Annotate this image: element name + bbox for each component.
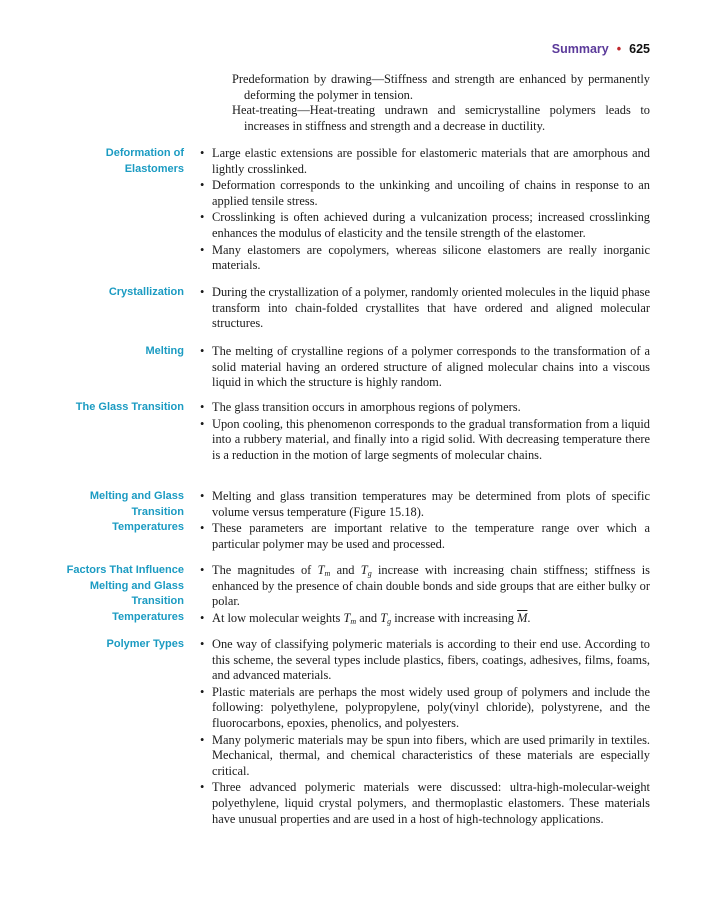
symbol-T: T xyxy=(380,610,388,625)
bullet-item: • Many polymeric materials may be spun into fibers, which are used primarily in textiles. Mechanical, thermal, and chemical characteristics of these materials are especially critical. xyxy=(200,733,650,780)
subscript-m: m xyxy=(324,569,331,578)
section-label: The Glass Transition xyxy=(75,401,184,413)
bullet-item xyxy=(200,611,650,627)
page-number: 625 xyxy=(629,42,650,56)
subscript-m: m xyxy=(350,616,357,626)
predeformation-text: Predeformation by drawing—Stiffness and strength are enhanced by permanently deforming the polymer in tension. xyxy=(232,72,650,102)
text: and xyxy=(330,563,361,577)
heat-treating-text: Heat-treating—Heat-treating undrawn and semicrystalline polymers leads to increases in stiffness and strength and a decrease in ductility. xyxy=(232,103,650,133)
bullet-item: • One way of classifying polymeric materials is according to their end use. According to this scheme, the several types include plastics, fibers, coatings, adhesives, films, foams, and advanced materials. xyxy=(200,637,650,684)
subscript-g: g xyxy=(367,569,372,578)
bullet-item: • The melting of crystalline regions of a polymer corresponds to the transformation of a solid material having an ordered structure of aligned molecular chains into a viscous liquid in which the structure is highly random. xyxy=(200,344,650,391)
section-label: Crystallization xyxy=(108,286,184,298)
bullet-item: • The glass transition occurs in amorphous regions of polymers. xyxy=(200,400,650,416)
section-label: Factors That Influence Melting and Glass Transition Temperatures xyxy=(66,564,184,623)
section-label: Melting and Glass Transition Temperatures xyxy=(89,490,184,534)
bullet-item: • Large elastic extensions are possible for elastomeric materials that are amorphous and lightly crosslinked. xyxy=(200,146,650,177)
symbol-T: T xyxy=(317,563,325,577)
bullet-item: • Melting and glass transition temperatures may be determined from plots of specific volume versus temperature (Figure 15.18). xyxy=(200,489,650,520)
text: . xyxy=(527,610,531,625)
bullet-item: • Upon cooling, this phenomenon corresponds to the gradual transformation from a liquid into a rubbery material, and finally into a rigid solid. With decreasing temperature there is a reduction in the motion of large segments of molecular chains. xyxy=(200,417,650,464)
section-label: Polymer Types xyxy=(106,638,184,650)
text: The magnitudes of xyxy=(212,563,318,577)
text: increase with increasing chain stiffness; stiffness is enhanced by the presence of chain double bonds and side groups that are either bulky or polar. xyxy=(212,563,650,609)
subscript-g: g xyxy=(387,616,392,626)
section-label: Deformation of Elastomers xyxy=(105,147,184,175)
bullet-item: • Many elastomers are copolymers, whereas silicone elastomers are really inorganic materials. xyxy=(200,243,650,274)
bullet-item: • These parameters are important relative to the temperature range over which a particular polymer may be used and processed. xyxy=(200,521,650,552)
section-title: Summary xyxy=(551,42,609,56)
bullet-item: • Three advanced polymeric materials were discussed: ultra-high-molecular-weight polyethylene, liquid crystal polymers, and thermoplastic elastomers. These materials have unusual properties and are used in a host of high-technology applications. xyxy=(200,780,650,827)
bullet-item: • Crosslinking is often achieved during a vulcanization process; increased crosslinking enhances the modulus of elasticity and the tensile strength of the elastomer. xyxy=(200,210,650,241)
symbol-T: T xyxy=(343,610,351,625)
text: and xyxy=(356,610,381,625)
symbol-M-bar: $\overline{M}$ xyxy=(517,610,528,625)
intro-paragraphs xyxy=(232,72,650,134)
bullet-item xyxy=(200,563,650,610)
bullet-item: • Plastic materials are perhaps the most widely used group of polymers and include the following: polyethylene, polypropylene, poly(vinyl chloride), polystyrene, and the fluorocarbons, epoxies, phenolics, and polyesters. xyxy=(200,685,650,732)
running-header xyxy=(552,42,650,58)
bullet-item: • During the crystallization of a polymer, randomly oriented molecules in the liquid phase transform into chain-folded crystallites that have ordered and aligned molecular structures. xyxy=(200,285,650,332)
bullet-item: • Deformation corresponds to the unkinking and uncoiling of chains in response to an applied tensile stress. xyxy=(200,178,650,209)
symbol-T: T xyxy=(360,563,368,577)
section-label: Melting xyxy=(145,345,184,357)
text: increase with increasing xyxy=(391,610,518,625)
bullet-separator: • xyxy=(616,42,622,56)
text: At low molecular weights xyxy=(212,610,344,625)
